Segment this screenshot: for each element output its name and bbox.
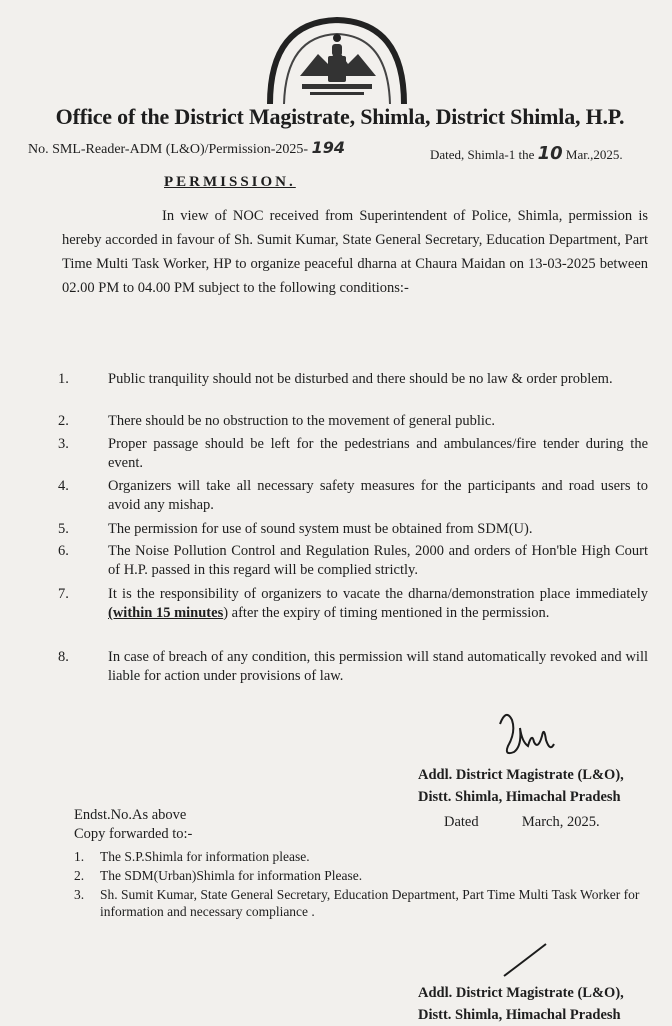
signature-block [418,982,624,1026]
copy-text: The SDM(Urban)Shimla for information Please. [100,868,363,883]
condition-number: 7. [58,586,69,602]
condition-item [50,520,648,539]
signature-block [418,764,624,808]
condition-text [108,585,648,623]
condition-item [50,585,648,623]
condition-number: 8. [58,649,69,665]
condition-item [50,542,648,580]
condition-item [50,648,648,686]
reference-number-text: No. SML-Reader-ADM (L&O)/Permission-2025- [28,142,309,157]
condition-text: Public tranquility should not be disturbed and there should be no law & order problem. [108,371,613,387]
document-heading: PERMISSION. [164,174,296,190]
condition-number: 1. [58,371,69,387]
endorsement-dated-value: March, 2025. [521,814,600,830]
handwritten-signature [492,706,558,764]
condition-item [50,477,648,515]
copy-text: Sh. Sumit Kumar, State General Secretary, Education Department, Part Time Multi Task Worker for information and necessary compliance . [100,887,640,919]
endorsement-dated-label: Dated [444,814,479,830]
copy-number: 1. [74,849,85,864]
condition-text-emphasis: (within 15 minutes [108,605,224,621]
condition-text-start: It is the responsibility of organizers to vacate the dharna/demonstration place immediately [108,586,648,602]
state-emblem-logo [262,14,412,106]
dated-prefix: Dated, Shimla-1 the [430,147,535,162]
intro-paragraph: In view of NOC received from Superintendent of Police, Shimla, permission is hereby accorded in favour of Sh. Sumit Kumar, State General Secretary, Education Department, Part Time Multi Task Worker, HP to organize peaceful dharna at Chaura Maidan on 13-03-2025 between 02.00 PM to 04.00 PM subject to the following conditions:- [62,208,648,296]
signatory-designation: Addl. District Magistrate (L&O), [418,767,624,783]
condition-text-end: ) after the expiry of timing mentioned in the permission. [223,605,550,621]
condition-text: The Noise Pollution Control and Regulation Rules, 2000 and orders of Hon'ble High Court of H.P. passed in this regard will be complied strictly. [108,543,648,578]
reference-number-handwritten: 194 [311,138,345,157]
copy-item [74,886,644,920]
copy-text: The S.P.Shimla for information please. [100,849,310,864]
copy-item [74,848,644,865]
copy-item [74,867,644,884]
condition-number: 3. [58,436,69,452]
condition-number: 5. [58,521,69,537]
endorsement [74,806,192,844]
condition-text: There should be no obstruction to the movement of general public. [108,413,495,429]
signatory-office: Distt. Shimla, Himachal Pradesh [418,1007,621,1023]
endorsement-dated [444,814,600,831]
condition-text: The permission for use of sound system must be obtained from SDM(U). [108,521,533,537]
condition-number: 4. [58,478,69,494]
condition-text: In case of breach of any condition, this permission will stand automatically revoked and will liable for action under provisions of law. [108,649,648,684]
condition-text: Proper passage should be left for the pedestrians and ambulances/fire tender during the event. [108,436,648,471]
dated-suffix: Mar.,2025. [565,147,623,162]
condition-text: Organizers will take all necessary safety measures for the participants and road users to avoid any mishap. [108,478,648,513]
reference-number [28,138,345,158]
condition-number: 2. [58,413,69,429]
dated-line [430,143,623,164]
condition-item [50,435,648,473]
condition-number: 6. [58,543,69,559]
copy-forwarded-label: Copy forwarded to:- [74,826,193,842]
signatory-designation: Addl. District Magistrate (L&O), [418,985,624,1001]
copy-number: 2. [74,868,85,883]
copy-number: 3. [74,887,85,902]
signatory-office: Distt. Shimla, Himachal Pradesh [418,789,621,805]
dated-day-handwritten: 10 [537,143,563,164]
office-title: Office of the District Magistrate, Shimla, District Shimla, H.P. [55,104,625,129]
condition-item [50,370,648,389]
condition-item [50,412,648,431]
endorsement-number: Endst.No.As above [74,807,187,823]
handwritten-signature [500,940,550,980]
